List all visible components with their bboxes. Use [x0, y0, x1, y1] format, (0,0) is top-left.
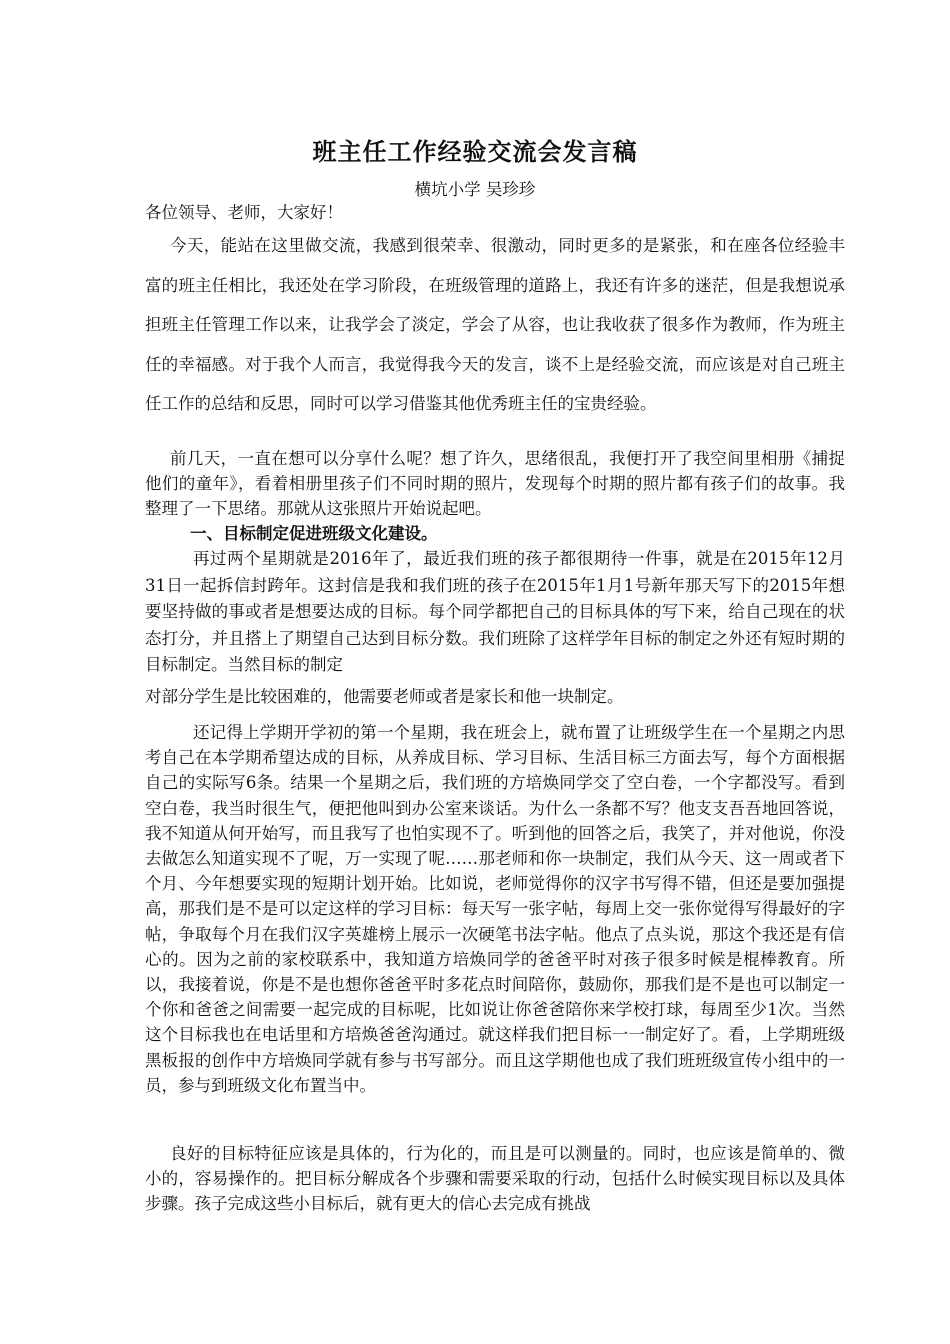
section-heading: 一、目标制定促进班级文化建设。 [190, 524, 438, 543]
student-story-paragraph: 还记得上学期开学初的第一个星期，我在班会上，就布置了让班级学生在一个星期之内思考自己在本学期希望达成的目标，从养成目标、学习目标、生活目标三方面去写，每个方面根据自己的实际写6条。结果一个星期之后，我们班的方培焕同学交了空白卷，一个字都没写。看到空白卷，我当时很生气，便把他叫到办公室来谈话。为什么一条都不写？他支支吾吾地回答说，我不知道从何开始写，而且我写了也怕实现不了。听到他的回答之后，我笑了，并对他说，你没去做怎么知道实现不了呢，万一实现了呢……那老师和你一块制定，我们从今天、这一周或者下个月、今年想要实现的短期计划开始。比如说，老师觉得你的汉字书写得不错，但还是要加强提高，那我们是不是可以定这样的学习目标：每天写一张字帖，每周上交一张你觉得写得最好的字帖，争取每个月在我们汉字英雄榜上展示一次硬笔书法字帖。他点了点头说，那这个我还是有信心的。因为之前的家校联系中，我知道方培焕同学的爸爸平时对孩子很多时候是棍棒教育。所以，我接着说，你是不是也想你爸爸平时多花点时间陪你，鼓励你，那我们是不是也可以制定一个你和爸爸之间需要一起完成的目标呢，比如说让你爸爸陪你来学校打球，每周至少1次。当然这个目标我也在电话里和方培焕爸爸沟通过。就这样我们把目标一一制定好了。看，上学期班级黑板报的创作中方培焕同学就有参与书写部分。而且这学期他也成了我们班班级宣传小组中的一员，参与到班级文化布置当中。 [145, 723, 845, 1095]
goal-characteristics-paragraph: 良好的目标特征应该是具体的，行为化的，而且是可以测量的。同时，也应该是简单的、微小的，容易操作的。把目标分解成各个步骤和需要采取的行动，包括什么时候实现目标以及具体步骤。孩子完成这些小目标后，就有更大的信心去完成有挑战 [145, 1144, 845, 1213]
photo-story-paragraph: 前几天，一直在想可以分享什么呢？想了许久，思绪很乱，我便打开了我空间里相册《捕捉他们的童年》，看着相册里孩子们不同时期的照片，发现每个时期的照片都有孩子们的故事。我整理了一下思绪。那就从这张照片开始说起吧。 [145, 449, 845, 518]
goal-difficulty-line: 对部分学生是比较困难的，他需要老师或者是家长和他一块制定。 [145, 687, 624, 706]
author-line: 横坑小学 吴珍珍 [414, 180, 536, 199]
document-title: 班主任工作经验交流会发言稿 [312, 137, 638, 166]
opening-paragraph: 今天，能站在这里做交流，我感到很荣幸、很激动，同时更多的是紧张，和在座各位经验丰富的班主任相比，我还处在学习阶段，在班级管理的道路上，我还有许多的迷茫，但是我想说承担班主任管理工作以来，让我学会了淡定，学会了从容，也让我收获了很多作为教师，作为班主任的幸福感。对于我个人而言，我觉得我今天的发言，谈不上是经验交流，而应该是对自己班主任工作的总结和反思，同时可以学习借鉴其他优秀班主任的宝贵经验。 [145, 236, 845, 413]
greeting-line: 各位领导、老师，大家好！ [145, 203, 343, 222]
new-year-letter-paragraph: 再过两个星期就是2016年了，最近我们班的孩子都很期待一件事，就是在2015年12月31日一起拆信封跨年。这封信是我和我们班的孩子在2015年1月1号新年那天写下的2015年想要坚持做的事或者是想要达成的目标。每个同学都把自己的目标具体的写下来，给自己现在的状态打分，并且搭上了期望自己达到目标分数。我们班除了这样学年目标的制定之外还有短时期的目标制定。当然目标的制定 [145, 549, 845, 674]
